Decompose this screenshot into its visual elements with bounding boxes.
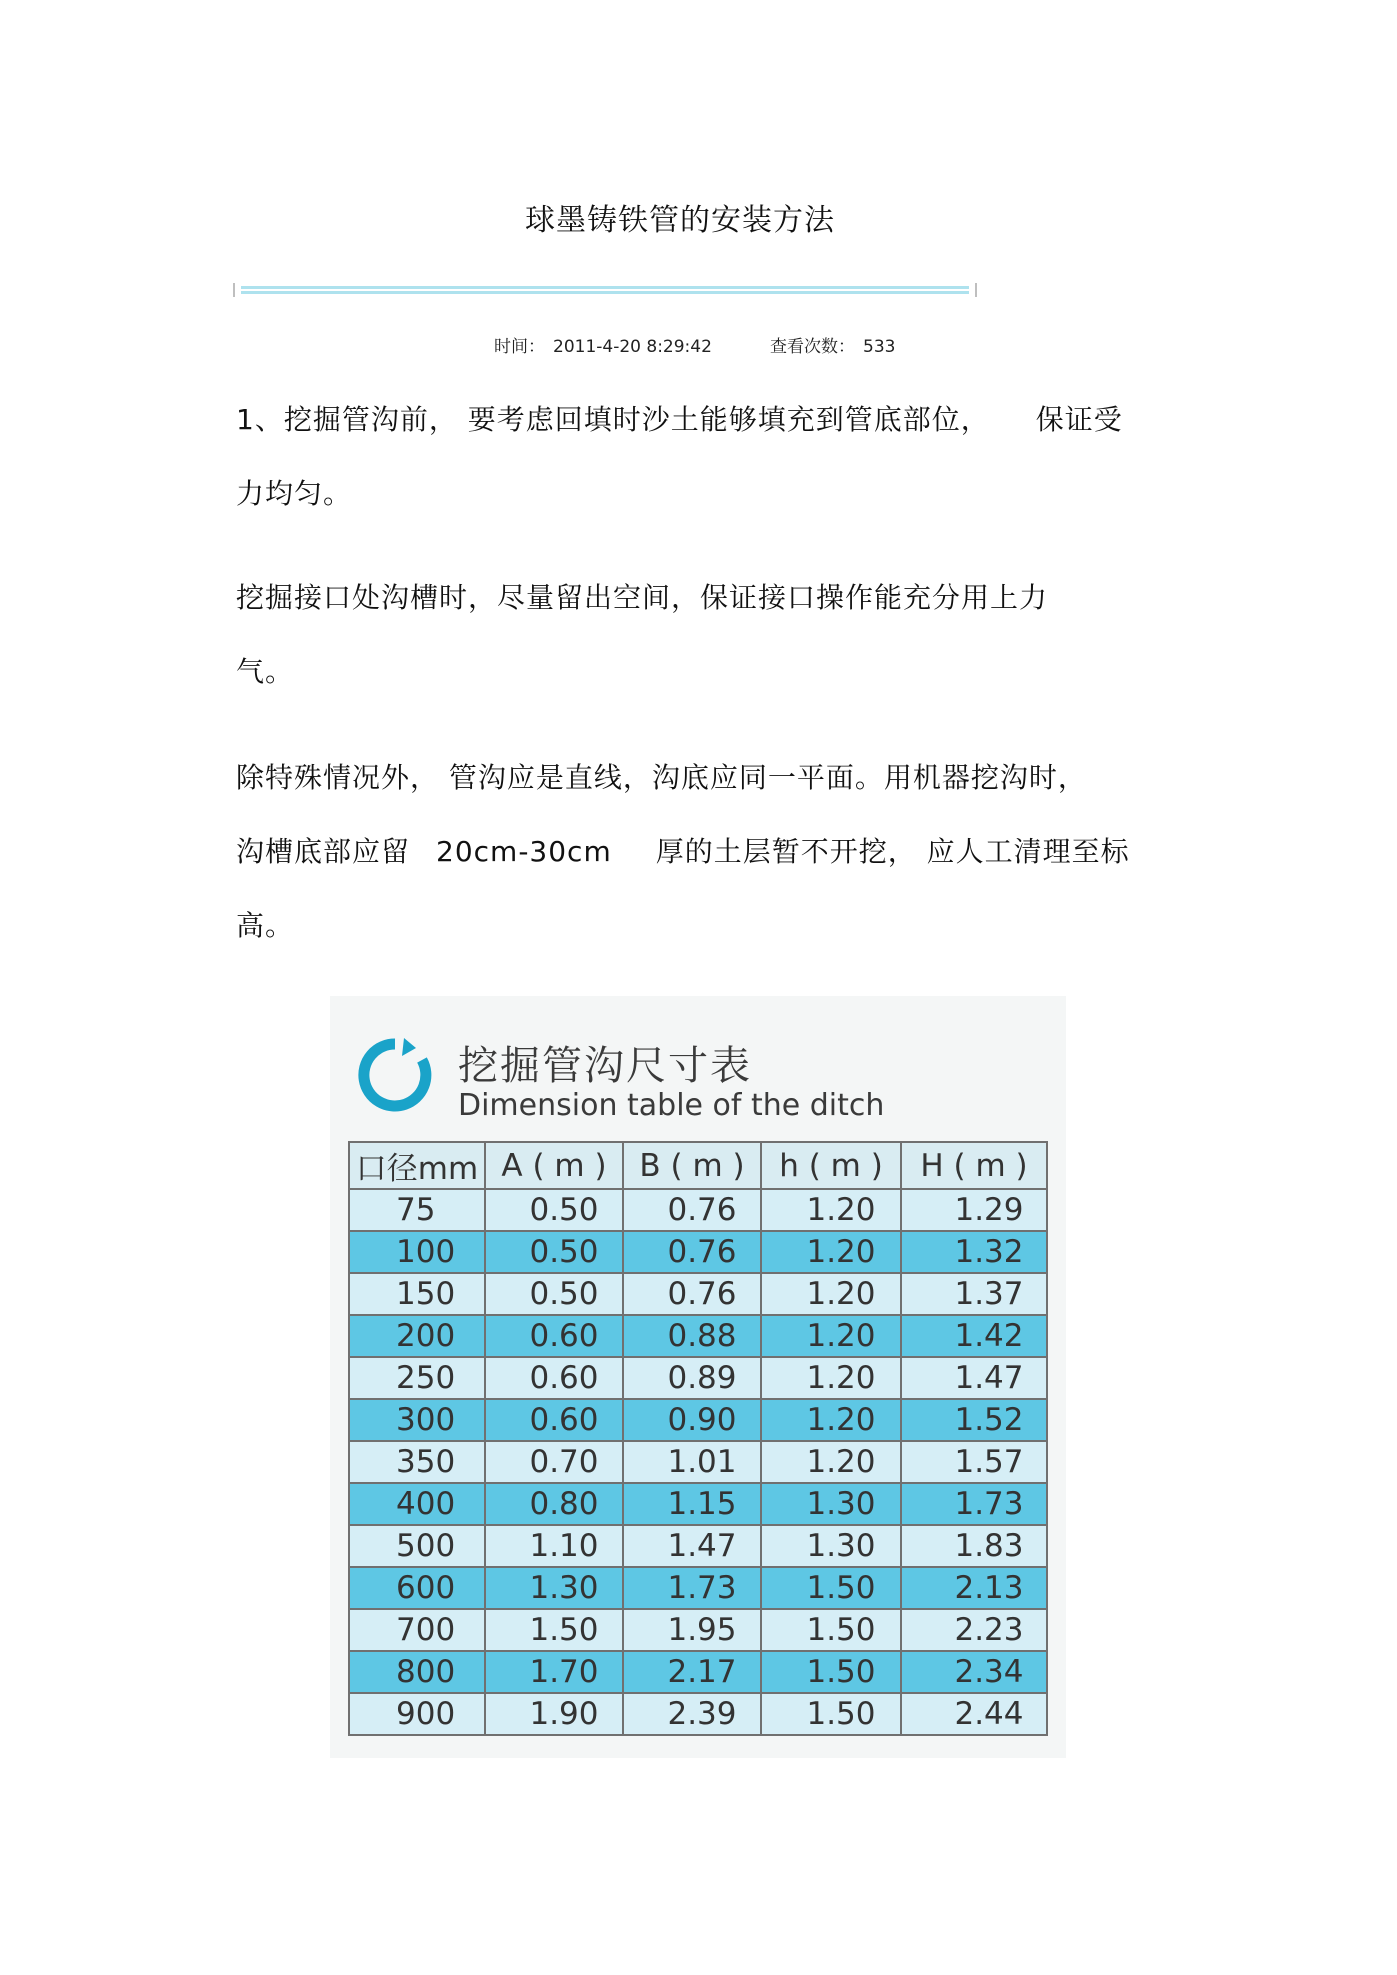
dimension-cell: 1.83 [901,1525,1047,1567]
divider-cap-right [975,283,977,297]
table-row [349,1189,1047,1231]
dimension-table [348,1141,1048,1736]
dimension-cell: 1.50 [761,1651,901,1693]
dimension-cell: 1.20 [761,1189,901,1231]
dimension-cell: 1.30 [761,1483,901,1525]
dimension-cell: 1.20 [761,1231,901,1273]
table-row [349,1231,1047,1273]
dimension-cell: 0.50 [485,1231,623,1273]
figure-title-en: Dimension table of the ditch [458,1088,885,1123]
dimension-cell: 1.10 [485,1525,623,1567]
diameter-cell: 75 [349,1189,485,1231]
paragraph-text: 沟槽底部应留 [236,835,411,868]
dimension-cell: 0.60 [485,1357,623,1399]
dimension-cell: 1.50 [761,1609,901,1651]
dimension-cell: 0.60 [485,1315,623,1357]
paragraph-text: 气。 [236,655,295,688]
title-divider [233,283,977,297]
dimension-cell: 1.20 [761,1399,901,1441]
dimension-cell: 1.50 [761,1693,901,1735]
dimension-cell: 0.89 [623,1357,761,1399]
paragraph-1-line-1 [236,398,1216,438]
diameter-cell: 100 [349,1231,485,1273]
paragraph-2-line-1 [236,576,1216,616]
table-row [349,1315,1047,1357]
dimension-cell: 1.20 [761,1315,901,1357]
diameter-cell: 350 [349,1441,485,1483]
diameter-cell: 800 [349,1651,485,1693]
paragraph-text: 挖掘接口处沟槽时，尽量留出空间，保证接口操作能充分用上力 [236,581,1049,614]
table-row [349,1567,1047,1609]
dimension-cell: 0.76 [623,1231,761,1273]
meta-views [770,332,895,357]
dimension-cell: 1.47 [623,1525,761,1567]
dimension-cell: 1.90 [485,1693,623,1735]
paragraph-3-line-3 [236,904,1216,944]
page-title: 球墨铸铁管的安装方法 [525,203,835,238]
dimension-cell: 2.17 [623,1651,761,1693]
divider-line-top [241,286,969,289]
dimension-cell: 0.90 [623,1399,761,1441]
diameter-cell: 900 [349,1693,485,1735]
diameter-cell: 700 [349,1609,485,1651]
paragraph-text-measure: 20cm-30cm [436,835,612,868]
table-row [349,1693,1047,1735]
dimension-cell: 2.44 [901,1693,1047,1735]
dimension-cell: 1.73 [623,1567,761,1609]
dimension-cell: 1.15 [623,1483,761,1525]
dimension-cell: 0.50 [485,1273,623,1315]
dimension-cell: 0.80 [485,1483,623,1525]
table-body [349,1189,1047,1735]
table-row [349,1609,1047,1651]
paragraph-text: 厚的土层暂不开挖， 应人工清理至标 [655,835,1130,868]
diameter-cell: 400 [349,1483,485,1525]
dimension-cell: 1.30 [761,1525,901,1567]
paragraph-text: 1、挖掘管沟前， 要考虑回填时沙土能够填充到管底部位， [236,403,990,436]
circular-arrow-icon [356,1036,434,1114]
dimension-cell: 1.37 [901,1273,1047,1315]
meta-views-label: 查看次数： [770,337,855,357]
dimension-cell: 1.42 [901,1315,1047,1357]
table-row [349,1483,1047,1525]
paragraph-text: 高。 [236,909,295,942]
dimension-cell: 1.20 [761,1357,901,1399]
column-header: A ( m ) [485,1142,623,1189]
meta-time-value: 2011-4-20 8:29:42 [553,337,712,357]
dimension-cell: 2.23 [901,1609,1047,1651]
table-row [349,1651,1047,1693]
paragraph-2-line-2 [236,650,1216,690]
dimension-cell: 2.34 [901,1651,1047,1693]
paragraph-text: 力均匀。 [236,477,353,510]
paragraph-text: 保证受 [1035,403,1123,436]
diameter-cell: 600 [349,1567,485,1609]
meta-time-label: 时间： [494,337,545,357]
ditch-dimension-figure [330,996,1066,1758]
table-header-row [349,1142,1047,1189]
dimension-cell: 1.30 [485,1567,623,1609]
column-header: H ( m ) [901,1142,1047,1189]
table-row [349,1399,1047,1441]
dimension-cell: 1.52 [901,1399,1047,1441]
dimension-cell: 1.73 [901,1483,1047,1525]
paragraph-3-line-1 [236,756,1216,796]
table-row [349,1273,1047,1315]
meta-time [494,332,712,357]
dimension-cell: 1.50 [761,1567,901,1609]
diameter-cell: 150 [349,1273,485,1315]
column-header: 口径mm [349,1142,485,1189]
table-row [349,1357,1047,1399]
dimension-cell: 2.13 [901,1567,1047,1609]
dimension-cell: 0.88 [623,1315,761,1357]
divider-line-bottom [241,291,969,294]
dimension-cell: 1.47 [901,1357,1047,1399]
divider-cap-left [233,283,235,297]
dimension-cell: 1.95 [623,1609,761,1651]
paragraph-text: 除特殊情况外， 管沟应是直线，沟底应同一平面。用机器挖沟时， [236,761,1087,794]
dimension-cell: 0.76 [623,1189,761,1231]
dimension-cell: 1.70 [485,1651,623,1693]
dimension-cell: 0.76 [623,1273,761,1315]
dimension-cell: 1.29 [901,1189,1047,1231]
dimension-cell: 2.39 [623,1693,761,1735]
dimension-cell: 1.20 [761,1441,901,1483]
dimension-cell: 0.60 [485,1399,623,1441]
diameter-cell: 250 [349,1357,485,1399]
figure-title-cn: 挖掘管沟尺寸表 [458,1043,752,1089]
dimension-cell: 1.50 [485,1609,623,1651]
paragraph-3-line-2 [236,830,1216,870]
diameter-cell: 200 [349,1315,485,1357]
dimension-cell: 0.70 [485,1441,623,1483]
diameter-cell: 300 [349,1399,485,1441]
dimension-cell: 1.57 [901,1441,1047,1483]
dimension-cell: 0.50 [485,1189,623,1231]
diameter-cell: 500 [349,1525,485,1567]
table-row [349,1525,1047,1567]
table-row [349,1441,1047,1483]
dimension-cell: 1.32 [901,1231,1047,1273]
column-header: h ( m ) [761,1142,901,1189]
paragraph-1-line-2 [236,472,1216,512]
meta-views-value: 533 [863,337,896,357]
dimension-cell: 1.20 [761,1273,901,1315]
column-header: B ( m ) [623,1142,761,1189]
dimension-cell: 1.01 [623,1441,761,1483]
